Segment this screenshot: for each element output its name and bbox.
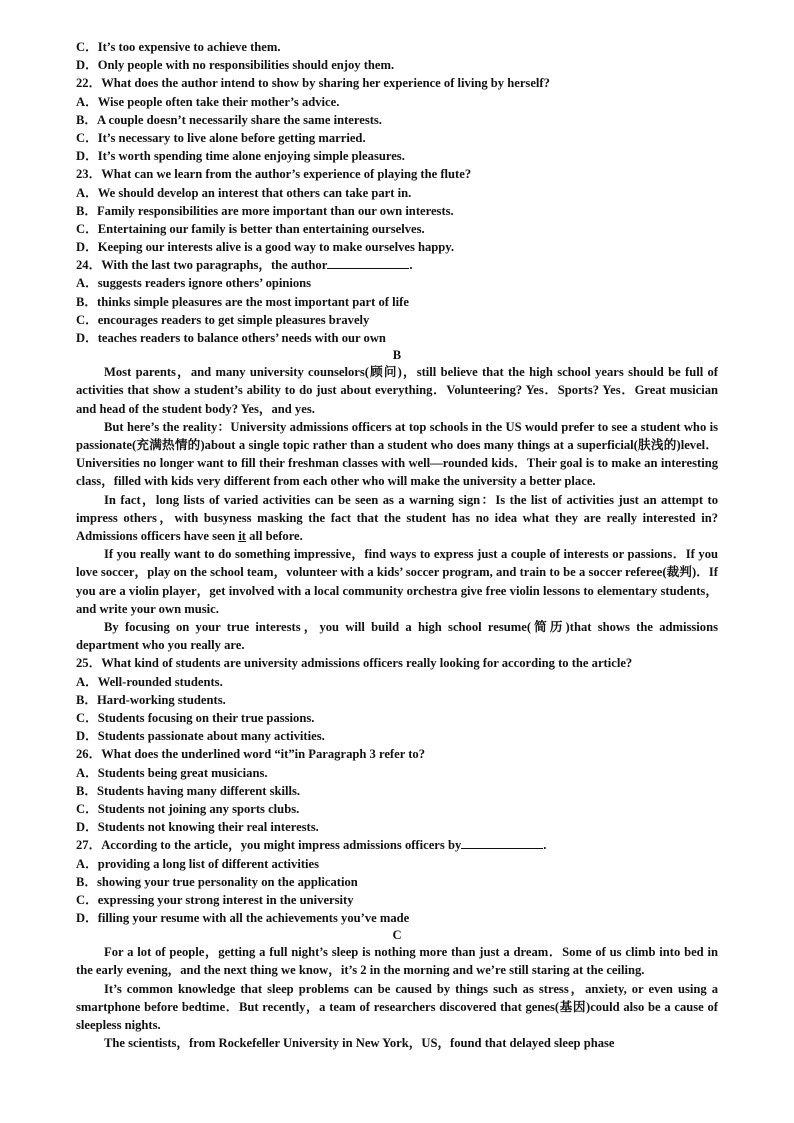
option-line: A．Wise people often take their mother’s advice. [76, 94, 340, 109]
option-line: B．Students having many different skills. [76, 783, 301, 798]
answer-blank [461, 836, 543, 849]
passage-paragraph: If you really want to do something impressive，find ways to express just a couple of interests or passions．If you love soccer，play on the school team，volunteer with a kids’ soccer program, and train to be a soccer referee(裁判)．If you are a violin player，get involved with a local community orchestra give free violin lessons to elementary students，and write your own music. [76, 547, 718, 616]
stem-end: . [543, 838, 547, 853]
option-line: C．It’s necessary to live alone before getting married. [76, 130, 366, 145]
stem-text: 24．With the last two paragraphs，the author [76, 258, 328, 273]
stem-text: 27．According to the article，you might impress admissions officers by [76, 838, 462, 853]
option-line: C．expressing your strong interest in the university [76, 892, 354, 907]
option-line: D．Students not knowing their real interests. [76, 820, 319, 835]
underlined-word: it [238, 529, 247, 544]
passage-paragraph: It’s common knowledge that sleep problems can be caused by things such as stress，anxiety, or even using a smartphone before bedtime．But recently，a team of researchers discovered that genes(基因)could also be a cause of sleepless nights. [76, 981, 718, 1033]
option-line: C．It’s too expensive to achieve them. [76, 40, 281, 54]
option-line: D．filling your resume with all the achievements you’ve made [76, 911, 410, 926]
section-heading: C [392, 928, 402, 943]
option-line: A．suggests readers ignore others’ opinions [76, 276, 312, 291]
passage-paragraph: For a lot of people，getting a full night’s sleep is nothing more than just a dream．Some of us climb into bed in the early evening，and the next thing we know，it’s 2 in the morning and we’re still staring at the ceiling. [76, 945, 718, 978]
question-stem [76, 836, 718, 854]
exam-page [76, 38, 718, 1052]
passage-paragraph [76, 491, 718, 546]
question-stem: 26．What does the underlined word “it”in Paragraph 3 refer to? [76, 747, 426, 762]
question-stem [76, 256, 718, 274]
option-line: B．Hard-working students. [76, 692, 226, 707]
passage-paragraph: The scientists，from Rockefeller University in New York，US，found that delayed sleep phase [104, 1036, 615, 1051]
section-heading: B [392, 348, 402, 363]
paragraph-text: In fact，long lists of varied activities can be seen as a warning sign：Is the list of activities just an attempt to impress others，with busyness masking the fact that the student has no idea what they are really interested in? Admissions officers have seen [76, 492, 718, 544]
option-line: C．Entertaining our family is better than entertaining ourselves. [76, 221, 425, 236]
option-line: D．Keeping our interests alive is a good way to make ourselves happy. [76, 240, 455, 255]
option-line: B．thinks simple pleasures are the most important part of life [76, 294, 409, 309]
question-stem: 22．What does the author intend to show by sharing her experience of living by herself? [76, 76, 550, 91]
paragraph-text: all before. [246, 529, 303, 544]
option-line: A．Students being great musicians. [76, 765, 268, 780]
option-line: D．Only people with no responsibilities should enjoy them. [76, 58, 395, 73]
option-line: D．teaches readers to balance others’ needs with our own [76, 331, 386, 345]
option-line: A．Well-rounded students. [76, 674, 223, 689]
passage-paragraph: Most parents，and many university counselors(顾问)，still believe that the high school years should be full of activities that show a student’s ability to do just about everything．Volunteering? Yes．Sports? Yes．Great musician and head of the student body? Yes，and yes. [76, 365, 718, 416]
option-line: C．encourages readers to get simple pleasures bravely [76, 312, 370, 327]
answer-blank [327, 256, 409, 269]
option-line: A．We should develop an interest that others can take part in. [76, 185, 412, 200]
option-line: B．A couple doesn’t necessarily share the same interests. [76, 112, 382, 127]
question-stem: 23．What can we learn from the author’s experience of playing the flute? [76, 167, 472, 182]
passage-paragraph: But here’s the reality：University admissions officers at top schools in the US would prefer to see a student who is passionate(充满热情的)about a single topic rather than a student who does many things at a superficial(肤浅的)level．Universities no longer want to fill their freshman classes with well—rounded kids．Their goal is to make an interesting class，filled with kids very different from each other who will make the university a better place. [76, 419, 718, 489]
option-line: A．providing a long list of different activities [76, 856, 320, 871]
passage-paragraph: By focusing on your true interests，you will build a high school resume(简历)that shows the admissions department who you really are. [76, 620, 718, 653]
question-stem: 25．What kind of students are university admissions officers really looking for according to the article? [76, 656, 633, 671]
stem-end: . [409, 258, 413, 273]
option-line: B．Family responsibilities are more important than our own interests. [76, 203, 454, 218]
option-line: D．Students passionate about many activities. [76, 729, 325, 744]
option-line: C．Students not joining any sports clubs. [76, 801, 300, 816]
option-line: B．showing your true personality on the application [76, 874, 358, 889]
option-line: D．It’s worth spending time alone enjoying simple pleasures. [76, 149, 405, 164]
option-line: C．Students focusing on their true passions. [76, 711, 315, 725]
